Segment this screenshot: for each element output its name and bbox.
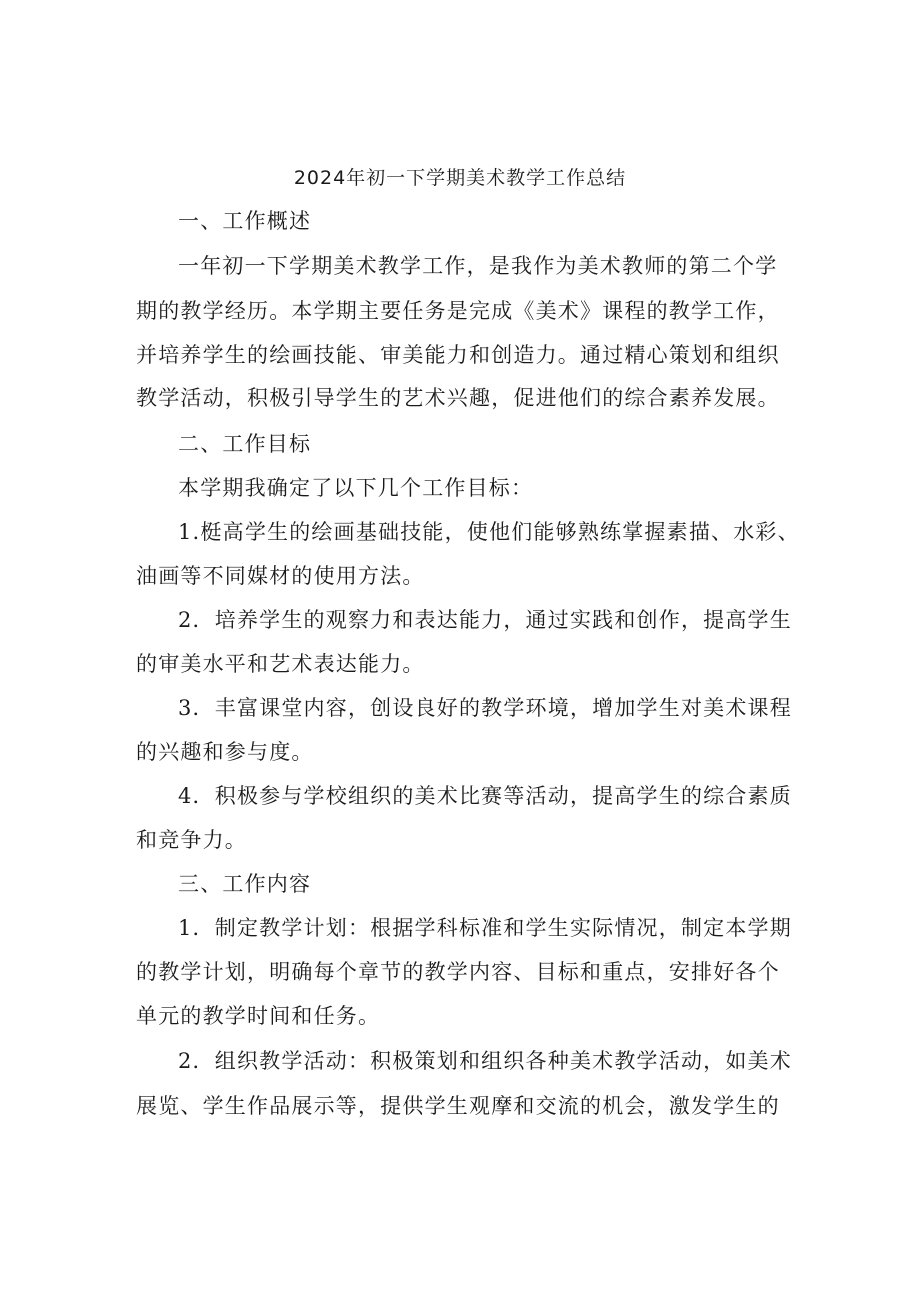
paragraph-line: 教学活动，积极引导学生的艺术兴趣，促进他们的综合素养发展。 <box>136 386 780 410</box>
list-item-line: 油画等不同媒材的使用方法。 <box>136 564 425 588</box>
list-item-line: 和竞争力。 <box>136 828 247 852</box>
document-title: 2024年初一下学期美术教学工作总结 <box>293 167 627 189</box>
list-item-line: 1．制定教学计划：根据学科标准和学生实际情况，制定本学期 <box>178 916 792 940</box>
list-item-line: 1.梃高学生的绘画基础技能，使他们能够熟练掌握素描、水彩、 <box>178 520 800 544</box>
paragraph-line: 期的教学经历。本学期主要任务是完成《美术》课程的教学工作， <box>136 299 780 323</box>
list-item-line: 的教学计划，明确每个章节的教学内容、目标和重点，安排好各个 <box>136 960 780 984</box>
list-item-line: 2．培养学生的观察力和表达能力，通过实践和创作，提高学生 <box>178 608 792 632</box>
list-item-line: 3．丰富课堂内容，创设良好的教学环境，增加学生对美术课程 <box>178 696 792 720</box>
list-item-line: 4．积极参与学校组织的美术比赛等活动，提高学生的综合素质 <box>178 784 792 808</box>
paragraph-line: 一年初一下学期美术教学工作，是我作为美术教师的第二个学 <box>178 254 778 278</box>
list-item-line: 的兴趣和参与度。 <box>136 740 314 764</box>
paragraph-line: 本学期我确定了以下几个工作目标： <box>178 476 534 500</box>
list-item-line: 展览、学生作品展示等，提供学生观摩和交流的机会，激发学生的 <box>136 1094 780 1118</box>
paragraph-line: 并培养学生的绘画技能、审美能力和创造力。通过精心策划和组织 <box>136 343 780 367</box>
list-item-line: 2．组织教学活动：积极策划和组织各种美术教学活动，如美术 <box>178 1049 792 1073</box>
section-heading-overview: 一、工作概述 <box>178 209 312 233</box>
section-heading-goals: 二、工作目标 <box>178 432 312 456</box>
section-heading-content: 三、工作内容 <box>178 872 312 896</box>
list-item-line: 的审美水平和艺术表达能力。 <box>136 652 425 676</box>
list-item-line: 单元的教学时间和任务。 <box>136 1004 381 1028</box>
